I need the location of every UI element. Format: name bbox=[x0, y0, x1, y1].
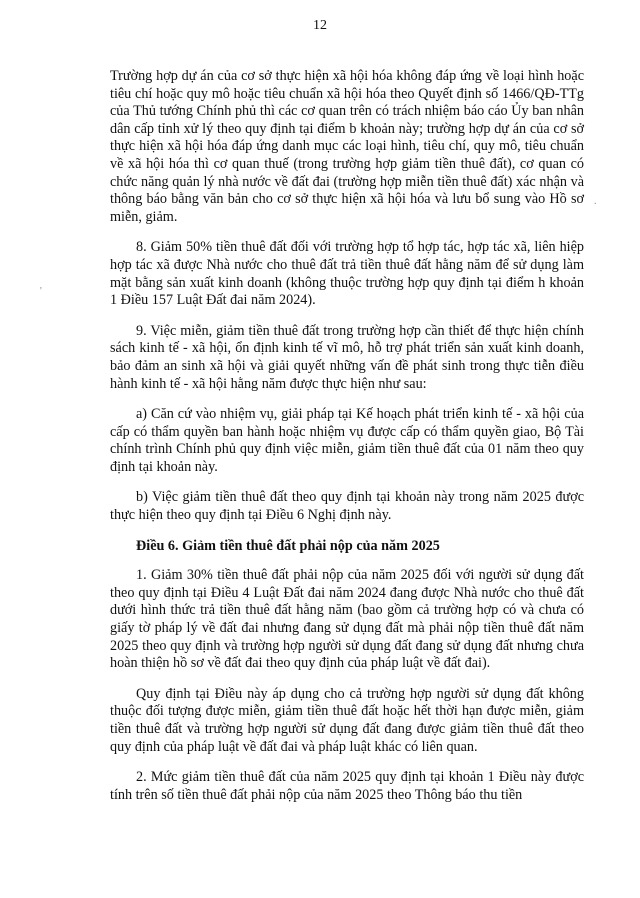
paragraph-point-a: a) Căn cứ vào nhiệm vụ, giải pháp tại Kế hoạch phát triển kinh tế - xã hội của cấp có thẩm quyền ban hành hoặc nhiệm vụ được cấp có thẩm quyền giao, Bộ Tài chính trình Chính phủ quy định việc miễn, giảm tiền thuê đất của 01 năm theo quy định tại khoản này. bbox=[110, 406, 584, 475]
article-6-heading: Điều 6. Giảm tiền thuê đất phải nộp của năm 2025 bbox=[136, 537, 440, 554]
article-6-clause-1: 1. Giảm 30% tiền thuê đất phải nộp của năm 2025 đối với người sử dụng đất theo quy định tại Điều 4 Luật Đất đai năm 2024 đang được Nhà nước cho thuê đất dưới hình thức trả tiền thuê đất hằng năm (bao gồm cả trường hợp có và chưa có giấy tờ pháp lý về đất đai nhưng đang sử dụng đất mà phải nộp tiền thuê đất năm 2025 theo quy định và trường hợp người sử dụng đất đang sử dụng đất nhưng chưa hoàn thiện hồ sơ về đất đai theo quy định của pháp luật về đất đai). bbox=[110, 567, 584, 672]
paragraph-continuation: Trường hợp dự án của cơ sở thực hiện xã hội hóa không đáp ứng về loại hình hoặc tiêu chí hoặc quy mô hoặc tiêu chuẩn xã hội hóa theo Quyết định số 1466/QĐ-TTg của Thủ tướng Chính phủ thì các cơ quan trên có trách nhiệm báo cáo Ủy ban nhân dân cấp tỉnh xử lý theo quy định tại điểm b khoản này; trường hợp dự án của cơ sở thực hiện xã hội hóa đáp ứng danh mục các loại hình, tiêu chí, quy mô, tiêu chuẩn về xã hội hóa thì cơ quan thuế (trong trường hợp giảm tiền thuê đất), cơ quan có chức năng quản lý nhà nước về đất đai (trường hợp miễn tiền thuê đất) xác nhận và thông báo bằng văn bản cho cơ sở thực hiện xã hội hóa và lưu bổ sung vào Hồ sơ miễn, giảm. bbox=[110, 68, 584, 225]
scan-mark: ' bbox=[40, 286, 42, 297]
article-6-clause-2: 2. Mức giảm tiền thuê đất của năm 2025 quy định tại khoản 1 Điều này được tính trên số tiền thuê đất phải nộp của năm 2025 theo Thông báo thu tiền bbox=[110, 769, 584, 803]
scan-mark: . bbox=[594, 196, 597, 207]
page-number: 12 bbox=[313, 18, 327, 33]
document-body bbox=[110, 68, 584, 817]
paragraph-clause-8: 8. Giảm 50% tiền thuê đất đối với trường hợp tổ hợp tác, hợp tác xã, liên hiệp hợp tác xã được Nhà nước cho thuê đất trả tiền thuê đất hằng năm để sử dụng làm mặt bằng sản xuất kinh doanh (không thuộc trường hợp quy định tại điểm h khoản 1 Điều 157 Luật Đất đai năm 2024). bbox=[110, 239, 584, 309]
article-6-scope-paragraph: Quy định tại Điều này áp dụng cho cả trường hợp người sử dụng đất không thuộc đối tượng được miễn, giảm tiền thuê đất hoặc hết thời hạn được miễn, giảm tiền thuê đất và trường hợp người sử dụng đất đang được giảm tiền thuê đất theo quy định của pháp luật về đất đai và pháp luật khác có liên quan. bbox=[110, 685, 584, 755]
paragraph-point-b: b) Việc giảm tiền thuê đất theo quy định tại khoản này trong năm 2025 được thực hiện theo quy định tại Điều 6 Nghị định này. bbox=[110, 489, 584, 524]
paragraph-clause-9: 9. Việc miễn, giảm tiền thuê đất trong trường hợp cần thiết để thực hiện chính sách kinh tế - xã hội, ổn định kinh tế vĩ mô, hỗ trợ phát triển sản xuất kinh doanh, bảo đảm an sinh xã hội và giải quyết những vấn đề phát sinh trong thực tiễn điều hành kinh tế - xã hội hằng năm được thực hiện như sau: bbox=[110, 322, 584, 392]
